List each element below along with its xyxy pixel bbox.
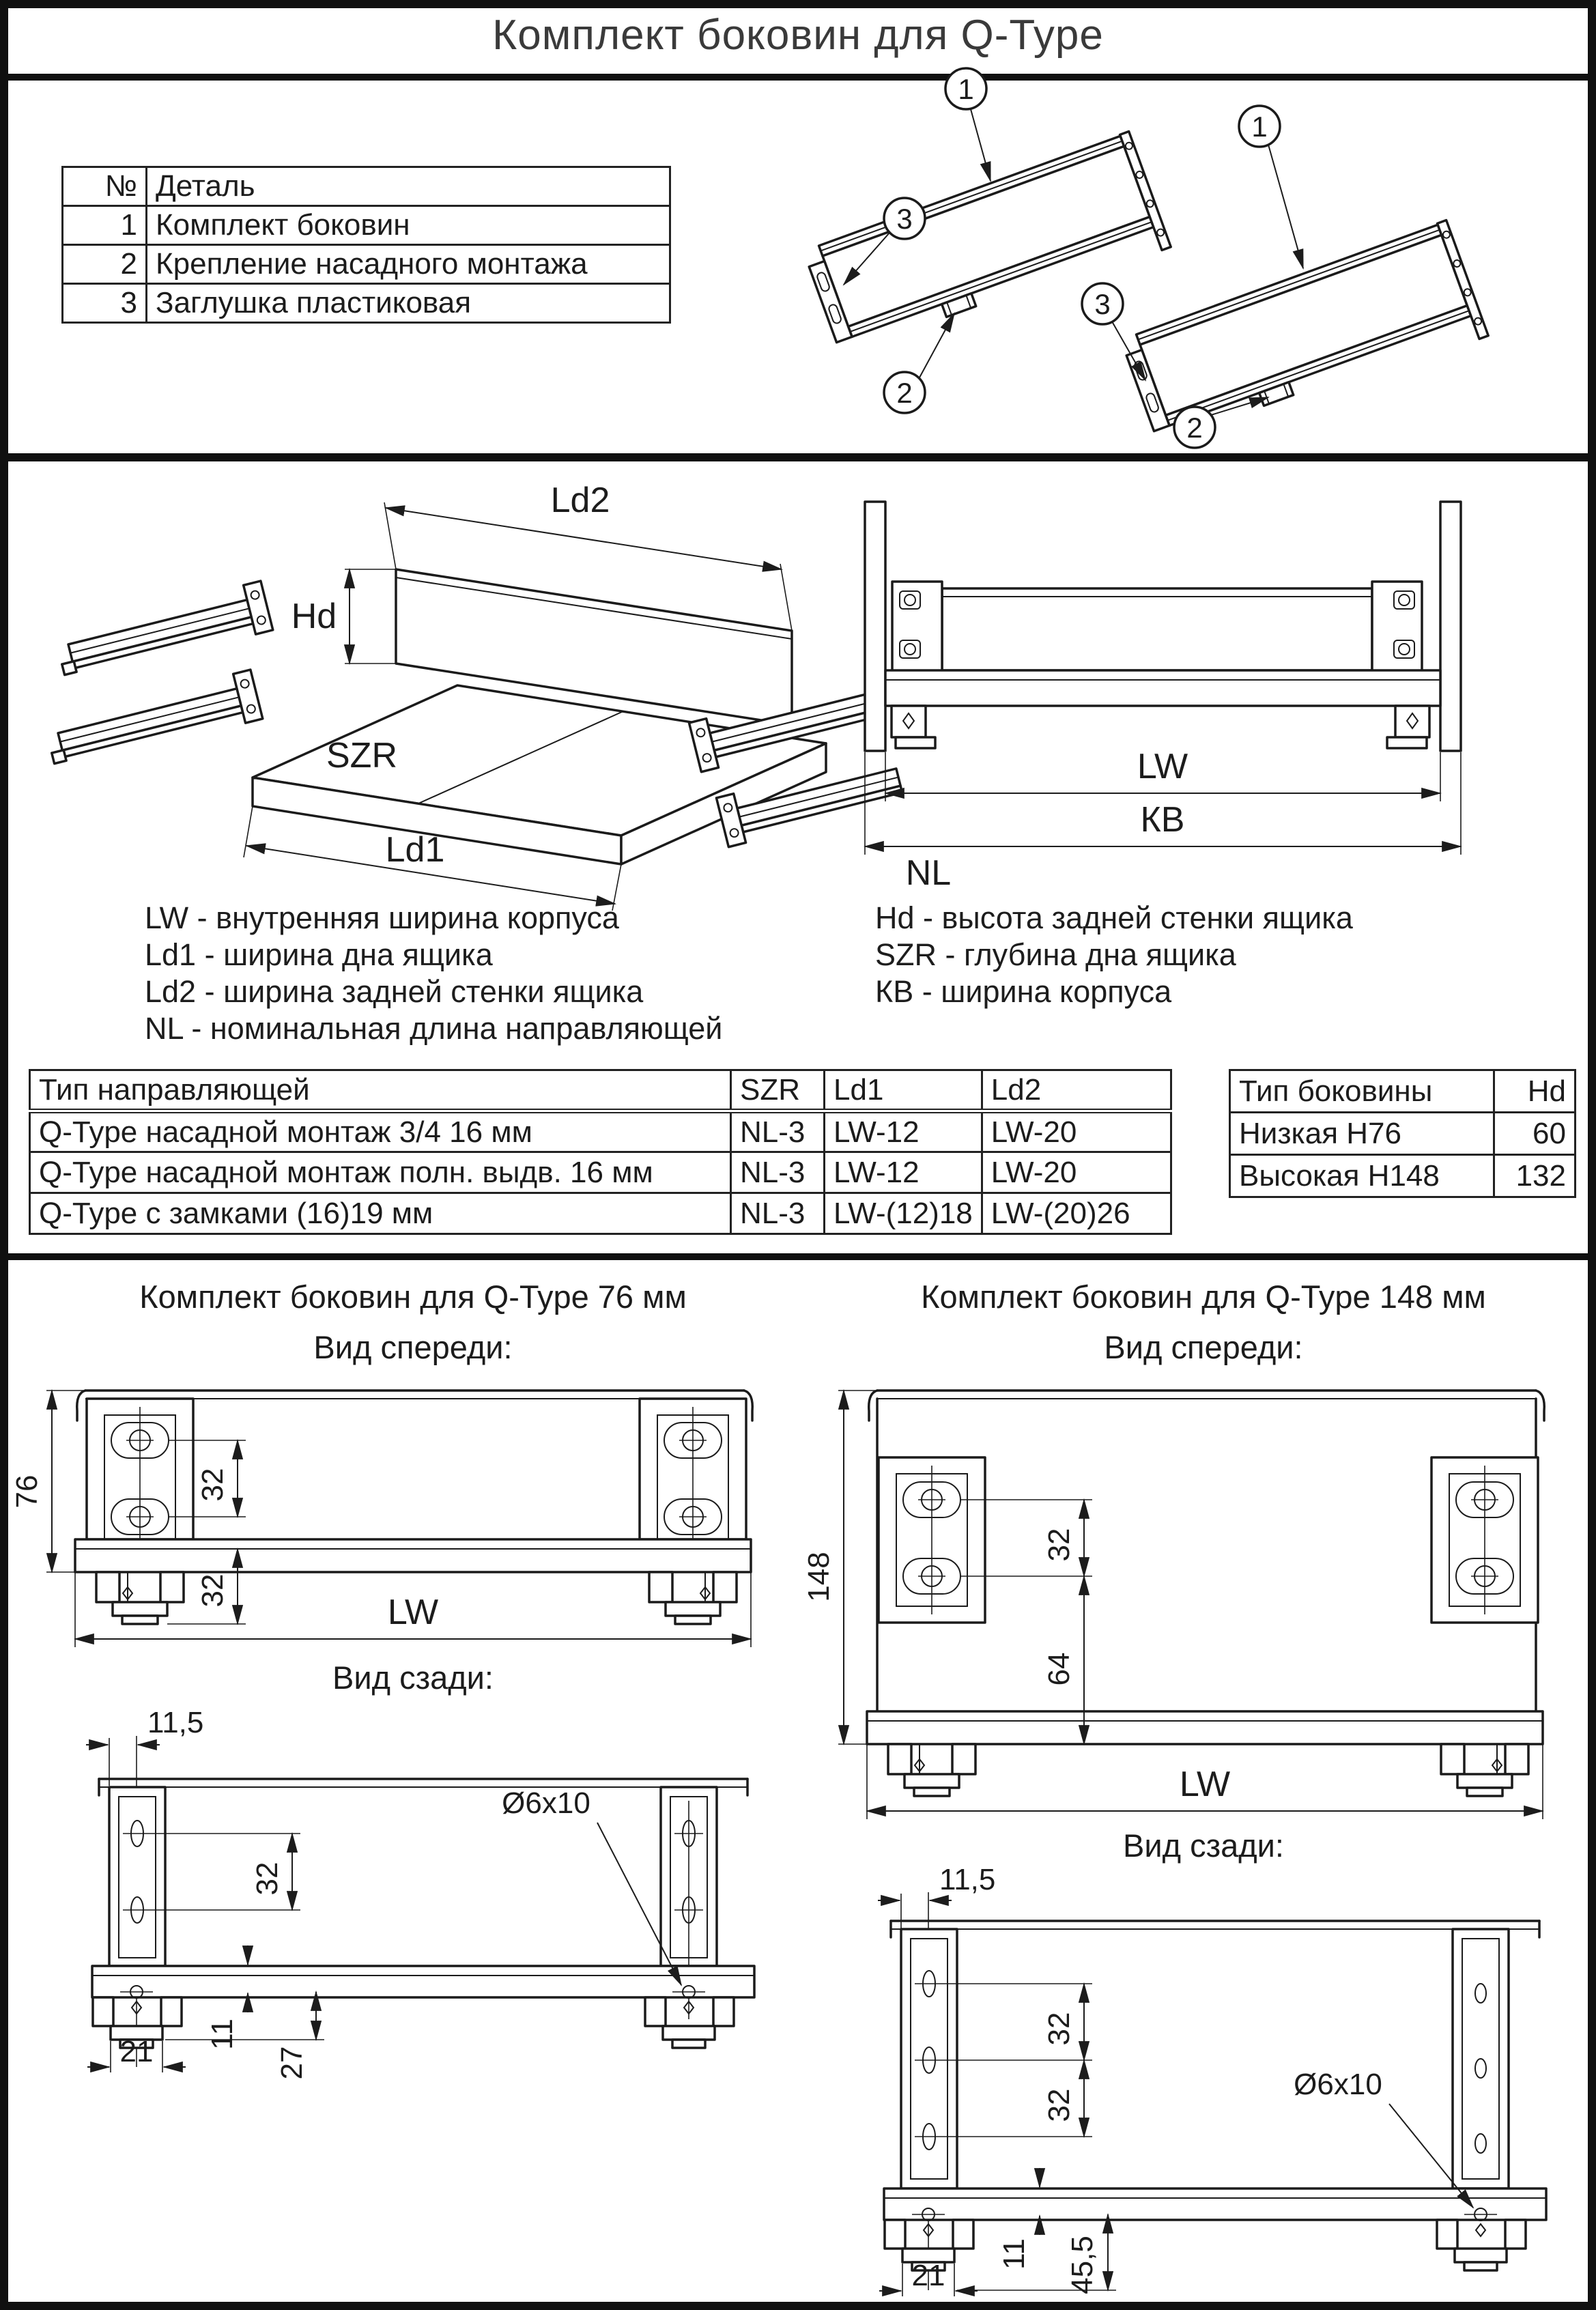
szr-value: NL-3 (731, 1111, 825, 1152)
hole-pitch-32b-dimension (943, 2060, 1092, 2137)
table-row (30, 1193, 1171, 1234)
legend-item: КВ - ширина корпуса (875, 974, 1172, 1009)
legend-item: Ld1 - ширина дна ящика (145, 937, 493, 972)
offset-115-dimension (86, 1706, 203, 1786)
foot-left (96, 1572, 184, 1624)
legend-left (145, 900, 722, 1047)
table-row (1230, 1113, 1576, 1155)
dim-32: 32 (1042, 2088, 1076, 2122)
foot-right (1387, 706, 1429, 748)
rail-name: Q-Type насадной монтаж 3/4 16 мм (30, 1111, 731, 1152)
bottom-panel (867, 1711, 1543, 1744)
table-row (63, 284, 670, 323)
table-row (63, 245, 670, 284)
callout-2 (884, 313, 954, 413)
legend-right (875, 900, 1353, 1010)
rear-bracket-left (901, 1929, 957, 2188)
slide-bracket-left (879, 1457, 985, 1623)
foot-left (888, 1744, 975, 1796)
table-row (30, 1111, 1171, 1152)
front-view-76 (10, 1382, 806, 1652)
front-view-label-76: Вид спереди: (313, 1329, 513, 1365)
ld2-value: LW-(20)26 (982, 1193, 1171, 1234)
legend-item: Hd - высота задней стенки ящика (875, 900, 1353, 935)
rear-bracket-left (109, 1787, 165, 1966)
rear-view-76 (20, 1698, 806, 2080)
part-num: 2 (63, 245, 147, 284)
side-name: Высокая H148 (1230, 1155, 1494, 1197)
part-num: 1 (63, 206, 147, 245)
height-148-dimension (802, 1391, 877, 1744)
szr-value: NL-3 (731, 1152, 825, 1193)
foot-left (892, 706, 935, 748)
dim-27: 27 (275, 2046, 309, 2080)
callout-number: 3 (1094, 288, 1111, 320)
ld2-label: Ld2 (550, 481, 610, 520)
dim-32: 32 (196, 1468, 229, 1502)
rail-type-table (29, 1069, 1172, 1235)
legend-item: SZR - глубина дна ящика (875, 937, 1236, 972)
dim-11: 11 (205, 2019, 239, 2050)
dim-32: 32 (196, 1573, 229, 1608)
cabinet-front-view (846, 471, 1584, 881)
legend-item: LW - внутренняя ширина корпуса (145, 900, 619, 935)
front-view-label-148: Вид спереди: (1104, 1329, 1303, 1365)
dim-32: 32 (251, 1862, 284, 1896)
foot-right (1441, 1744, 1528, 1796)
foot-depth-27-dimension (165, 1992, 324, 2079)
table-header-row (1230, 1070, 1576, 1113)
rail-name: Q-Type насадной монтаж полн. выдв. 16 мм (30, 1152, 731, 1193)
rail-drawing (44, 670, 263, 770)
legend-item: NL - номинальная длина направляющей (145, 1011, 723, 1046)
rear-view-label-148: Вид сзади: (1122, 1827, 1284, 1864)
hd-value: 132 (1494, 1155, 1576, 1197)
foot-right (645, 1997, 734, 2048)
callout-1b (1239, 106, 1303, 268)
col-number: № (63, 167, 147, 206)
rail-drawing (54, 581, 273, 681)
foot-right (649, 1572, 737, 1624)
table-header-row (30, 1070, 1171, 1111)
hd-value: 60 (1494, 1113, 1576, 1155)
rear-bracket-right (1453, 1929, 1509, 2188)
slide-bracket-right (1431, 1457, 1538, 1623)
front-view-148 (802, 1382, 1596, 1826)
mount-bracket-left (892, 582, 942, 679)
dim-11-5: 11,5 (939, 1863, 996, 1896)
dim-148: 148 (802, 1552, 836, 1602)
dim-76: 76 (10, 1474, 44, 1509)
ld2-value: LW-20 (982, 1111, 1171, 1152)
callout-number: 3 (896, 203, 913, 235)
dim-21: 21 (119, 2035, 154, 2068)
col-rail-type: Тип направляющей (30, 1070, 731, 1111)
ld1-value: LW-(12)18 (825, 1193, 982, 1234)
side-type-table (1229, 1069, 1576, 1198)
lw-label: LW (387, 1593, 439, 1632)
dim-21: 21 (911, 2259, 945, 2292)
callout-number: 2 (896, 377, 913, 409)
dim-11: 11 (997, 2238, 1031, 2270)
legend-item: Ld2 - ширина задней стенки ящика (145, 974, 644, 1009)
lw-dimension (885, 747, 1440, 801)
bottom-panel (884, 2188, 1546, 2220)
dim-11-5: 11,5 (147, 1706, 204, 1739)
section-title-148: Комплект боковин для Q-Type 148 мм (921, 1279, 1486, 1315)
ld2-value: LW-20 (982, 1152, 1171, 1193)
hd-dimension (291, 569, 396, 664)
col-part: Деталь (147, 167, 670, 206)
table-row (30, 1152, 1171, 1193)
szr-label: SZR (326, 736, 397, 775)
nl-label: NL (905, 853, 952, 893)
callout-number: 1 (1251, 111, 1268, 143)
section-title-76: Комплект боковин для Q-Type 76 мм (139, 1279, 687, 1315)
section-divider-1 (8, 453, 1588, 461)
pad-width-21-dimension (879, 2259, 978, 2296)
part-name: Комплект боковин (147, 206, 670, 245)
rear-view-148 (812, 1864, 1596, 2300)
col-side-type: Тип боковины (1230, 1070, 1494, 1113)
iso-overview-drawing (758, 51, 1591, 451)
part-name: Крепление насадного монтажа (147, 245, 670, 284)
hole-pitch-32a-dimension (943, 1984, 1092, 2060)
drawer-back-panel (942, 588, 1372, 670)
table-row (1230, 1155, 1576, 1197)
bottom-panel (75, 1539, 751, 1572)
ld1-value: LW-12 (825, 1152, 982, 1193)
bottom-rail (885, 670, 1440, 706)
rear-view-label-76: Вид сзади: (332, 1659, 494, 1696)
col-szr: SZR (731, 1070, 825, 1111)
dim-45-5: 45,5 (1066, 2236, 1099, 2294)
page-title: Комплект боковин для Q-Type (492, 12, 1104, 59)
col-ld1: Ld1 (825, 1070, 982, 1111)
col-ld2: Ld2 (982, 1070, 1171, 1111)
part-num: 3 (63, 284, 147, 323)
cabinet-side-right (1440, 502, 1461, 751)
cabinet-side-left (865, 502, 885, 751)
hole-spec-label (502, 1786, 681, 1985)
depth-455-dimension (957, 2214, 1116, 2294)
mount-bracket-right (1372, 582, 1422, 679)
lw-label: LW (1137, 747, 1188, 786)
col-hd: Hd (1494, 1070, 1576, 1113)
pad-width-21-dimension (87, 2035, 186, 2072)
hole-spec-label (1294, 2068, 1473, 2208)
lw-label: LW (1179, 1765, 1231, 1804)
hole-pitch-32-dimension (152, 1834, 300, 1910)
bottom-panel (92, 1966, 754, 1997)
table-header-row (63, 167, 670, 206)
parts-table (61, 166, 671, 324)
dim-hole: Ø6x10 (502, 1786, 590, 1820)
ld1-label: Ld1 (385, 830, 445, 870)
side-name: Низкая H76 (1230, 1113, 1494, 1155)
callout-number: 1 (958, 73, 974, 105)
dim-32: 32 (1042, 1528, 1076, 1562)
dim-32: 32 (1042, 2012, 1076, 2046)
section-divider-2 (8, 1253, 1588, 1260)
ld1-value: LW-12 (825, 1111, 982, 1152)
kb-label: КВ (1140, 800, 1185, 840)
part-name: Заглушка пластиковая (147, 284, 670, 323)
callout-number: 2 (1186, 412, 1203, 444)
dim-hole: Ø6x10 (1294, 2068, 1382, 2101)
slide-bracket-right (640, 1399, 746, 1548)
callout-1 (945, 68, 991, 181)
hd-label: Hd (291, 597, 337, 636)
foot-right (1437, 2220, 1526, 2270)
table-row (63, 206, 670, 245)
slide-bracket-left (87, 1399, 193, 1548)
szr-value: NL-3 (731, 1193, 825, 1234)
dim-64: 64 (1042, 1652, 1076, 1686)
rail-name: Q-Type с замками (16)19 мм (30, 1193, 731, 1234)
